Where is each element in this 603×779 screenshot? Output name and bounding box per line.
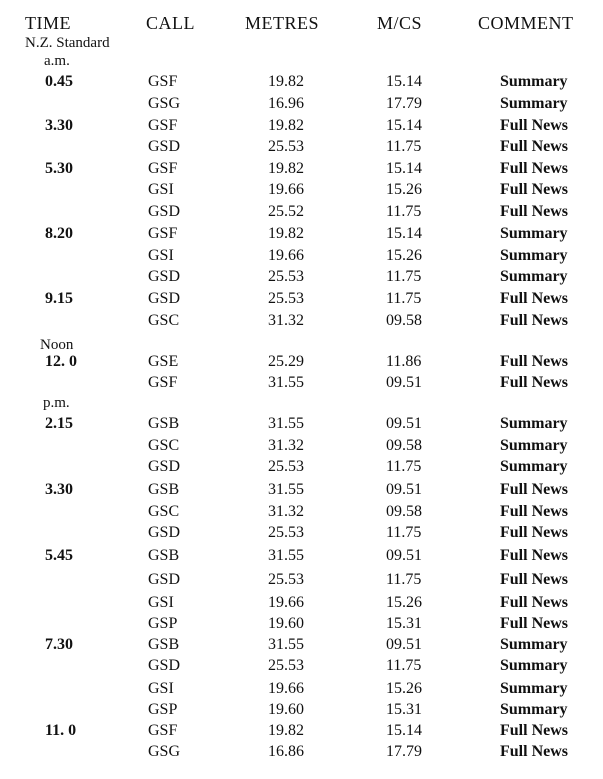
table-row: [0, 701, 603, 722]
row-call: GSD: [148, 290, 181, 307]
row-time: 11. 0: [45, 722, 77, 739]
table-row: [0, 138, 603, 159]
header-time: TIME: [25, 13, 71, 33]
row-metres: 25.53: [268, 458, 304, 475]
row-comment: Summary: [500, 95, 568, 112]
row-metres: 19.66: [268, 680, 304, 697]
table-row: [0, 225, 603, 246]
row-mcs: 17.79: [386, 743, 422, 760]
row-call: GSI: [148, 247, 174, 264]
timezone-label: N.Z. Standard: [25, 35, 110, 51]
row-mcs: 15.26: [386, 594, 422, 611]
row-call: GSG: [148, 95, 181, 112]
row-metres: 25.53: [268, 290, 304, 307]
row-metres: 25.53: [268, 524, 304, 541]
row-time: 0.45: [45, 73, 73, 90]
section-noon-label: Noon: [40, 337, 74, 353]
row-time: 7.30: [45, 636, 73, 653]
row-metres: 31.55: [268, 636, 304, 653]
row-mcs: 15.14: [386, 722, 422, 739]
row-mcs: 11.75: [386, 458, 422, 475]
row-call: GSD: [148, 203, 181, 220]
row-metres: 19.82: [268, 160, 304, 177]
row-call: GSB: [148, 547, 180, 564]
row-comment: Full News: [500, 117, 568, 134]
table-row: [0, 437, 603, 458]
table-row: [0, 290, 603, 311]
row-comment: Full News: [500, 181, 568, 198]
row-time: 5.30: [45, 160, 73, 177]
row-call: GSB: [148, 481, 180, 498]
row-metres: 31.55: [268, 374, 304, 391]
row-comment: Full News: [500, 481, 568, 498]
row-metres: 19.82: [268, 117, 304, 134]
table-row: [0, 268, 603, 289]
row-call: GSC: [148, 437, 180, 454]
table-row: [0, 181, 603, 202]
row-comment: Full News: [500, 524, 568, 541]
row-call: GSP: [148, 615, 178, 632]
row-metres: 31.32: [268, 503, 304, 520]
table-row: [0, 203, 603, 224]
row-metres: 19.66: [268, 594, 304, 611]
row-call: GSD: [148, 524, 181, 541]
row-call: GSD: [148, 657, 181, 674]
row-comment: Full News: [500, 547, 568, 564]
table-row: [0, 524, 603, 545]
table-row: [0, 73, 603, 94]
row-mcs: 09.51: [386, 636, 422, 653]
table-row: [0, 594, 603, 615]
row-call: GSP: [148, 701, 178, 718]
row-call: GSF: [148, 374, 178, 391]
row-call: GSC: [148, 503, 180, 520]
row-comment: Full News: [500, 743, 568, 760]
row-comment: Summary: [500, 225, 568, 242]
row-call: GSI: [148, 680, 174, 697]
row-call: GSD: [148, 138, 181, 155]
row-metres: 25.53: [268, 268, 304, 285]
header-call: CALL: [146, 13, 195, 33]
row-time: 2.15: [45, 415, 73, 432]
row-call: GSF: [148, 722, 178, 739]
table-row: [0, 722, 603, 743]
header-mcs: M/CS: [377, 13, 423, 33]
row-metres: 19.82: [268, 722, 304, 739]
row-time: 8.20: [45, 225, 73, 242]
table-row: [0, 657, 603, 678]
row-mcs: 09.58: [386, 437, 422, 454]
row-comment: Summary: [500, 247, 568, 264]
row-mcs: 09.51: [386, 374, 422, 391]
row-mcs: 09.58: [386, 503, 422, 520]
table-row: [0, 503, 603, 524]
row-comment: Full News: [500, 503, 568, 520]
row-metres: 19.82: [268, 225, 304, 242]
table-row: [0, 547, 603, 568]
row-comment: Full News: [500, 203, 568, 220]
row-metres: 25.53: [268, 138, 304, 155]
row-comment: Summary: [500, 636, 568, 653]
row-mcs: 15.26: [386, 680, 422, 697]
table-row: [0, 247, 603, 268]
row-comment: Full News: [500, 290, 568, 307]
row-call: GSB: [148, 415, 180, 432]
row-call: GSF: [148, 160, 178, 177]
row-metres: 31.55: [268, 547, 304, 564]
row-metres: 19.60: [268, 615, 304, 632]
row-comment: Summary: [500, 680, 568, 697]
row-mcs: 15.31: [386, 701, 422, 718]
table-header: [0, 13, 603, 37]
row-metres: 25.29: [268, 353, 304, 370]
row-mcs: 09.51: [386, 547, 422, 564]
row-call: GSC: [148, 312, 180, 329]
row-mcs: 11.75: [386, 203, 422, 220]
row-comment: Summary: [500, 701, 568, 718]
row-metres: 25.53: [268, 657, 304, 674]
row-comment: Summary: [500, 437, 568, 454]
row-comment: Summary: [500, 458, 568, 475]
section-am-label: a.m.: [44, 53, 70, 69]
row-mcs: 17.79: [386, 95, 422, 112]
row-mcs: 11.75: [386, 290, 422, 307]
table-row: [0, 458, 603, 479]
row-mcs: 15.14: [386, 117, 422, 134]
row-comment: Full News: [500, 594, 568, 611]
row-mcs: 15.26: [386, 247, 422, 264]
row-comment: Full News: [500, 160, 568, 177]
row-mcs: 11.75: [386, 524, 422, 541]
row-call: GSE: [148, 353, 179, 370]
row-metres: 25.53: [268, 571, 304, 588]
row-metres: 19.60: [268, 701, 304, 718]
row-time: 5.45: [45, 547, 73, 564]
row-comment: Full News: [500, 353, 568, 370]
row-metres: 19.66: [268, 181, 304, 198]
table-row: [0, 160, 603, 181]
row-mcs: 11.75: [386, 657, 422, 674]
row-time: 3.30: [45, 117, 73, 134]
header-comment: COMMENT: [478, 13, 574, 33]
row-call: GSF: [148, 73, 178, 90]
row-comment: Summary: [500, 415, 568, 432]
row-metres: 19.66: [268, 247, 304, 264]
table-row: [0, 481, 603, 502]
table-row: [0, 680, 603, 701]
row-mcs: 15.26: [386, 181, 422, 198]
row-mcs: 11.75: [386, 268, 422, 285]
row-metres: 31.55: [268, 415, 304, 432]
row-call: GSD: [148, 268, 181, 285]
section-pm-label: p.m.: [43, 395, 70, 411]
row-mcs: 15.14: [386, 225, 422, 242]
row-time: 3.30: [45, 481, 73, 498]
row-mcs: 15.14: [386, 160, 422, 177]
table-row: [0, 743, 603, 764]
table-row: [0, 571, 603, 592]
row-mcs: 11.75: [386, 138, 422, 155]
table-row: [0, 95, 603, 116]
row-mcs: 11.75: [386, 571, 422, 588]
row-call: GSF: [148, 225, 178, 242]
row-metres: 16.86: [268, 743, 304, 760]
row-call: GSB: [148, 636, 180, 653]
row-comment: Full News: [500, 374, 568, 391]
table-row: [0, 374, 603, 395]
table-row: [0, 312, 603, 333]
row-call: GSD: [148, 571, 181, 588]
row-comment: Full News: [500, 722, 568, 739]
row-call: GSG: [148, 743, 181, 760]
table-row: [0, 117, 603, 138]
header-metres: METRES: [245, 13, 320, 33]
row-call: GSD: [148, 458, 181, 475]
table-row: [0, 615, 603, 636]
row-comment: Summary: [500, 73, 568, 90]
row-mcs: 09.58: [386, 312, 422, 329]
row-metres: 25.52: [268, 203, 304, 220]
row-comment: Full News: [500, 138, 568, 155]
row-metres: 19.82: [268, 73, 304, 90]
row-comment: Full News: [500, 312, 568, 329]
row-metres: 31.32: [268, 312, 304, 329]
row-comment: Summary: [500, 268, 568, 285]
row-mcs: 15.14: [386, 73, 422, 90]
row-metres: 31.55: [268, 481, 304, 498]
row-metres: 16.96: [268, 95, 304, 112]
table-row: [0, 636, 603, 657]
row-call: GSF: [148, 117, 178, 134]
row-time: 12. 0: [45, 353, 77, 370]
row-call: GSI: [148, 594, 174, 611]
row-mcs: 09.51: [386, 481, 422, 498]
row-comment: Full News: [500, 571, 568, 588]
row-mcs: 15.31: [386, 615, 422, 632]
row-metres: 31.32: [268, 437, 304, 454]
table-row: [0, 353, 603, 374]
row-comment: Full News: [500, 615, 568, 632]
row-mcs: 09.51: [386, 415, 422, 432]
row-comment: Summary: [500, 657, 568, 674]
row-mcs: 11.86: [386, 353, 422, 370]
table-row: [0, 415, 603, 436]
row-time: 9.15: [45, 290, 73, 307]
row-call: GSI: [148, 181, 174, 198]
